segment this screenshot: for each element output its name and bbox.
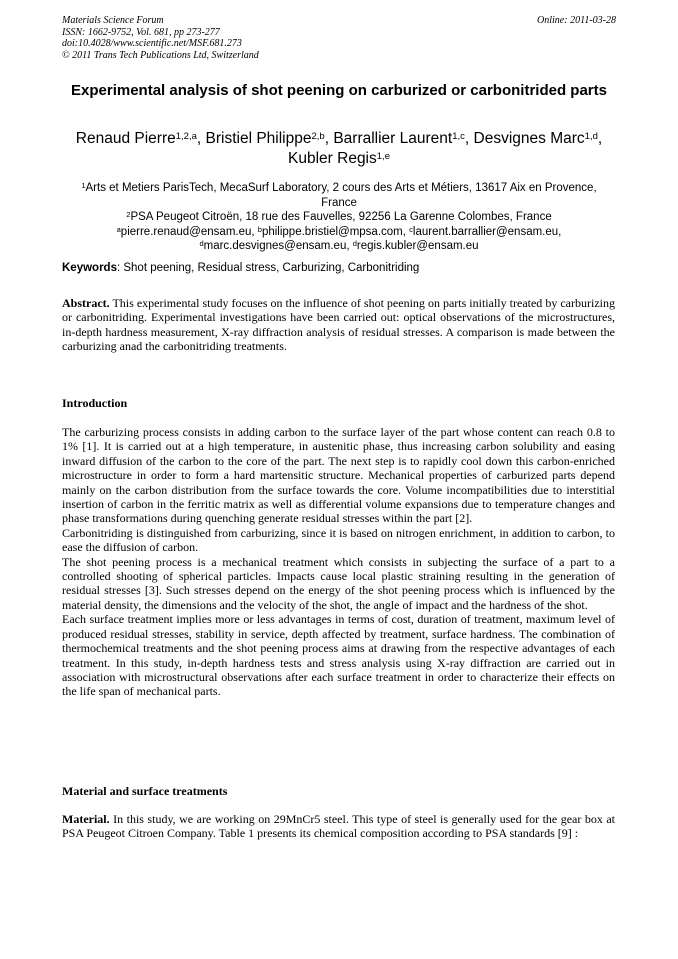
doi-line: doi:10.4028/www.scientific.net/MSF.681.273 [62,38,242,49]
material-label: Material. [62,812,110,826]
author: Barrallier Laurent$^{1,c}$, [333,130,474,147]
author-list [62,129,616,169]
copyright-line: © 2011 Trans Tech Publications Ltd, Switzerland [62,49,259,61]
email-a: pierre.renaud@ensam.eu, [120,225,258,238]
affiliation-2: $^2$PSA Peugeot Citroën, 18 rue des Fauvelles, 92256 La Garenne Colombes, France [126,210,552,223]
email-d: marc.desvignes@ensam.eu, [203,240,353,252]
author: Desvignes Marc$^{1,d}$, [473,130,603,147]
material-text: In this study, we are working on 29MnCr5 steel. This type of steel is generally used for the gear box at PSA Peugeot Citroen Company. Table 1 presents its chemical composition according to PSA standards [9] : [62,812,615,841]
author: Renaud Pierre$^{1,2,a}$, [75,130,206,147]
email-b: philippe.bristiel@mpsa.com, [261,225,410,238]
paragraph: The carburizing process consists in adding carbon to the surface layer of the part whose content can reach 0.8 to 1% [1]. It is carried out at a high temperature, in austenitic phase, thus increasing carbon solubility and easing inward diffusion of the carbon to the core of the part. The next step is to rapidly cool down this carbon-enriched microstructure in order to form a hard martensitic structure. Mechanical properties of carburized parts depend mainly on the carbon distribution from the surface towards the core. Volume incompatibilities due to interstitial insertion of carbon in the ferritic matrix as well as differential volume expansions due to temperature changes and phase transformations during quenching generate residual stresses within the part [2]. [62,425,615,526]
section-heading-material: Material and surface treatments [62,784,228,798]
material-body [62,812,615,841]
journal-name: Materials Science Forum [62,15,164,26]
paper-title: Experimental analysis of shot peening on carburized or carbonitrided parts [71,82,607,99]
email-c: laurent.barrallier@ensam.eu, [412,225,562,238]
keywords [62,261,616,275]
keywords-label: Keywords [62,262,117,274]
abstract-text: This experimental study focuses on the influence of shot peening on parts initially treated by carburizing or carbonitriding. Experimental investigations have been carried out: optical observations of the microstructures, in-depth hardness measurement, X-ray diffraction analysis of residual stresses. A comparison is made between the carburizing anad the carbonitriding treatments. [62,296,615,354]
email-line: $^a$pierre.renaud@ensam.eu, $^b$philippe.bristiel@mpsa.com, $^c$laurent.barrallier@ensam.eu, $^d$marc.desvignes@ensam.eu, $^d$regis.kubler@ensam.eu [116,224,562,252]
paragraph: The shot peening process is a mechanical treatment which consists in subjecting the surface of a part to a controlled shooting of spherical particles. Impacts cause local plastic straining resulting in the generation of residual stresses [3]. Such stresses depend on the energy of the shot peening process which is influenced by the material density, the dimensions and the velocity of the shot, the angle of impact and the hardness of the shot. [62,554,615,612]
author: Bristiel Philippe$^{2,b}$, [205,130,334,147]
introduction-body [62,425,615,699]
author: Kubler Regis$^{1,e}$ [288,150,390,167]
paragraph: Carbonitriding is distinguished from carburizing, since it is based on nitrogen enrichment, in addition to carbon, to ease the diffusion of carbon. [62,525,615,555]
paragraph: Each surface treatment implies more or less advantages in terms of cost, duration of treatment, maximum level of produced residual stresses, stability in service, depth affected by treatment, surface hardness. The combination of thermochemical treatments and the shot peening process aims at drawing from the respective advantages of each treatment. In this study, in-depth hardness tests and stress analysis using X-ray diffraction are carried out in association with microstructural observations after each surface treatment in order to characterize their effects on the life span of mechanical parts. [62,612,615,699]
abstract [62,296,615,354]
online-date: Online: 2011-03-28 [537,15,616,26]
section-heading-introduction: Introduction [62,396,128,410]
abstract-label: Abstract. [62,296,110,310]
email-e: regis.kubler@ensam.eu [356,240,479,252]
affiliations [62,181,616,254]
keywords-text: : Shot peening, Residual stress, Carburizing, Carbonitriding [116,262,420,274]
running-header [62,15,616,61]
affiliation-1: $^1$Arts et Metiers ParisTech, MecaSurf Laboratory, 2 cours des Arts et Métiers, 13617 Aix en Provence, France [81,181,597,209]
issn-line: ISSN: 1662-9752, Vol. 681, pp 273-277 [62,26,220,38]
